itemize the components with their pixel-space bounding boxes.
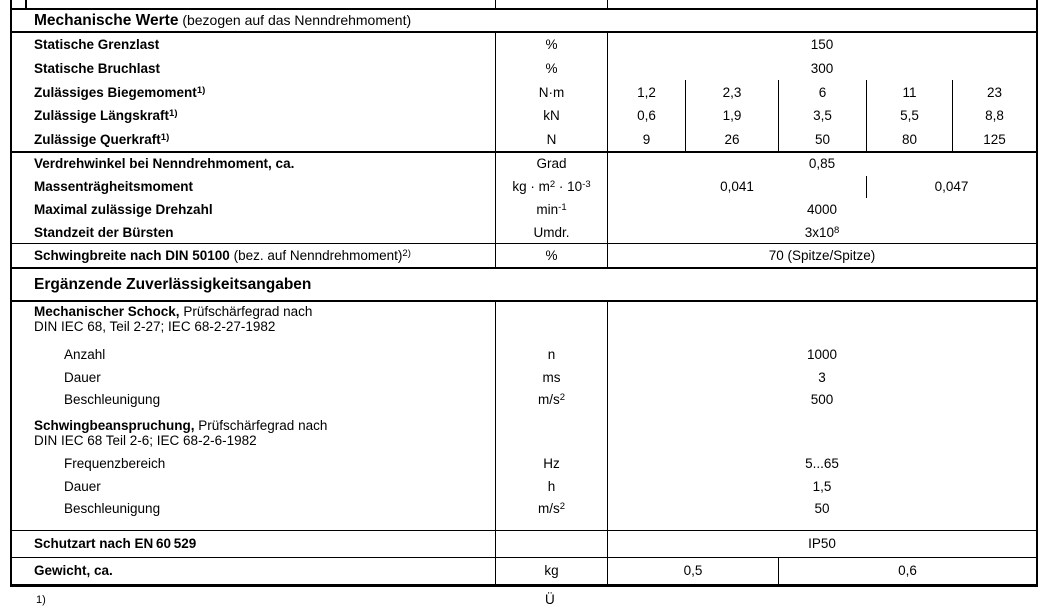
- schwingung-title-line2: DIN IEC 68 Teil 2-6; IEC 68-2-6-1982: [34, 433, 257, 448]
- hline-below-mech-header: [10, 31, 1038, 33]
- row-label-schwingbreite: Schwingbreite nach DIN 50100 (bez. auf Nenndrehmoment)$^{2)}$: [34, 247, 411, 263]
- value-gewicht-left: 0,5: [683, 563, 703, 578]
- unit-traegheitsmoment: kg · $m^2 \cdot 10^{-3}$: [512, 178, 591, 194]
- value-laengskraft-c5: 8,8: [985, 108, 1004, 123]
- unit-gewicht: kg: [544, 563, 559, 578]
- vline-unitcol-lower: [495, 300, 496, 584]
- row-label-verdrehwinkel: Verdrehwinkel bei Nenndrehmoment, ca.: [34, 156, 295, 171]
- row-label-grenzlast: Statische Grenzlast: [34, 37, 160, 52]
- unit-schock-beschleunigung: $m/s^2$: [537, 391, 566, 407]
- value-schwingung-dauer: 1,5: [812, 479, 832, 494]
- value-biegemoment-c4: 11: [902, 85, 917, 100]
- vline-table-left: [10, 0, 12, 587]
- hline-block1-bottom: [10, 151, 1038, 153]
- value-frequenzbereich: 5...65: [805, 456, 839, 471]
- unit-verdrehwinkel: Grad: [536, 156, 567, 171]
- value-gewicht-right: 0,6: [898, 563, 917, 578]
- value-querkraft-c5: 125: [983, 132, 1006, 147]
- row-label-schock-beschleunigung: Beschleunigung: [64, 392, 161, 407]
- row-label-traegheitsmoment: Massenträgheitsmoment: [34, 179, 194, 194]
- unit-schwingbreite: %: [545, 248, 558, 263]
- row-label-biegemoment: Zulässiges Biegemoment$^{1)}$: [34, 84, 206, 100]
- footnote-ref-1: 1): [160, 131, 170, 143]
- value-schock-anzahl: 1000: [806, 347, 838, 362]
- mechanical-section-subtitle: (bezogen auf das Nenndrehmoment): [178, 12, 412, 28]
- unit-standzeit: Umdr.: [533, 225, 570, 240]
- row-label-schwingung-beschleunigung: Beschleunigung: [64, 501, 161, 516]
- value-schwingung-beschleunigung: 50: [814, 501, 830, 516]
- unit-biegemoment: N·m: [538, 85, 565, 100]
- value-querkraft-c4: 80: [901, 132, 918, 147]
- value-schwingbreite: 70 (Spitze/Spitze): [768, 248, 876, 263]
- mechanical-section-title: Mechanische Werte: [34, 12, 179, 29]
- schock-title-line2: DIN IEC 68, Teil 2-27; IEC 68-2-27-1982: [34, 319, 276, 334]
- row-label-schock-anzahl: Anzahl: [64, 347, 106, 362]
- vline-unitcol-sliver: [495, 0, 496, 8]
- hline-above-schutzart: [10, 530, 1038, 531]
- value-schock-dauer: 3: [818, 370, 826, 385]
- value-schutzart: IP50: [808, 536, 836, 551]
- footnote-marker-clipped: 1): [36, 594, 46, 606]
- value-laengskraft-c2: 1,9: [722, 108, 742, 123]
- value-laengskraft-c1: 0,6: [637, 108, 656, 123]
- value-bruchlast: 300: [810, 61, 834, 76]
- footnote-ref-2: 2): [402, 247, 411, 259]
- value-biegemoment-c3: 6: [818, 85, 827, 100]
- value-biegemoment-c5: 23: [986, 85, 1003, 100]
- reliability-section-header: [34, 274, 311, 296]
- unit-schock-anzahl: n: [547, 347, 556, 362]
- value-querkraft-c2: 26: [724, 132, 740, 147]
- hline-below-rel-header: [10, 300, 1038, 302]
- row-label-standzeit: Standzeit der Bürsten: [34, 225, 174, 240]
- value-querkraft-c3: 50: [814, 132, 831, 147]
- value-laengskraft-c4: 5,5: [900, 108, 919, 123]
- value-drehzahl: 4000: [806, 202, 838, 217]
- unit-drehzahl: $\min^{-1}$: [536, 201, 567, 217]
- value-schock-beschleunigung: 500: [810, 392, 834, 407]
- value-verdrehwinkel: 0,85: [808, 156, 836, 171]
- row-label-laengskraft: Zulässige Längskraft$^{1)}$: [34, 107, 178, 123]
- vline-valuecol-sliver: [607, 0, 608, 8]
- vline-table-right: [1036, 0, 1038, 587]
- row-label-querkraft: Zulässige Querkraft$^{1)}$: [34, 131, 170, 147]
- unit-schwingung-dauer: h: [547, 479, 556, 494]
- row-label-drehzahl: Maximal zulässige Drehzahl: [34, 202, 213, 217]
- mechanical-section-header: [34, 9, 411, 31]
- schock-title-line1: Mechanischer Schock, Prüfschärfegrad nach: [34, 304, 313, 319]
- unit-frequenzbereich: Hz: [543, 456, 560, 471]
- value-biegemoment-c1: 1,2: [637, 85, 656, 100]
- row-label-schock-dauer: Dauer: [64, 370, 101, 385]
- value-standzeit: $3x10^8$: [804, 224, 840, 240]
- value-querkraft-c1: 9: [642, 132, 651, 147]
- hline-block2-bottom: [10, 243, 1038, 244]
- reliability-section-title: Ergänzende Zuverlässigkeitsangaben: [34, 276, 312, 293]
- row-label-schwingung-dauer: Dauer: [64, 479, 101, 494]
- unit-grenzlast: %: [545, 37, 558, 52]
- schwingung-title-line1: Schwingbeanspruchung, Prüfschärfegrad nach: [34, 418, 328, 433]
- hline-table-bottom: [10, 584, 1038, 587]
- row-label-bruchlast: Statische Bruchlast: [34, 61, 161, 76]
- value-grenzlast: 150: [810, 37, 834, 52]
- row-label-schutzart: Schutzart nach EN 60 529: [34, 536, 197, 551]
- footnote-ref-1: 1): [196, 84, 206, 96]
- unit-querkraft: N: [546, 132, 557, 147]
- hline-above-gewicht: [10, 557, 1038, 558]
- value-traegheitsmoment-left: 0,041: [720, 179, 754, 194]
- vline-top-sliver: [25, 0, 27, 8]
- footnote-ref-1: 1): [169, 107, 178, 119]
- row-label-gewicht: Gewicht, ca.: [34, 563, 113, 578]
- value-traegheitsmoment-right: 0,047: [934, 179, 969, 194]
- unit-laengskraft: kN: [543, 108, 560, 123]
- value-laengskraft-c3: 3,5: [813, 108, 832, 123]
- unit-schock-dauer: ms: [542, 370, 561, 385]
- unit-schwingung-beschleunigung: $m/s^2$: [537, 500, 566, 516]
- value-biegemoment-c2: 2,3: [722, 85, 742, 100]
- row-label-frequenzbereich: Frequenzbereich: [64, 456, 166, 471]
- hline-above-rel-header: [10, 267, 1038, 269]
- footnote-text-clipped: Ü: [545, 592, 555, 607]
- unit-bruchlast: %: [545, 61, 558, 76]
